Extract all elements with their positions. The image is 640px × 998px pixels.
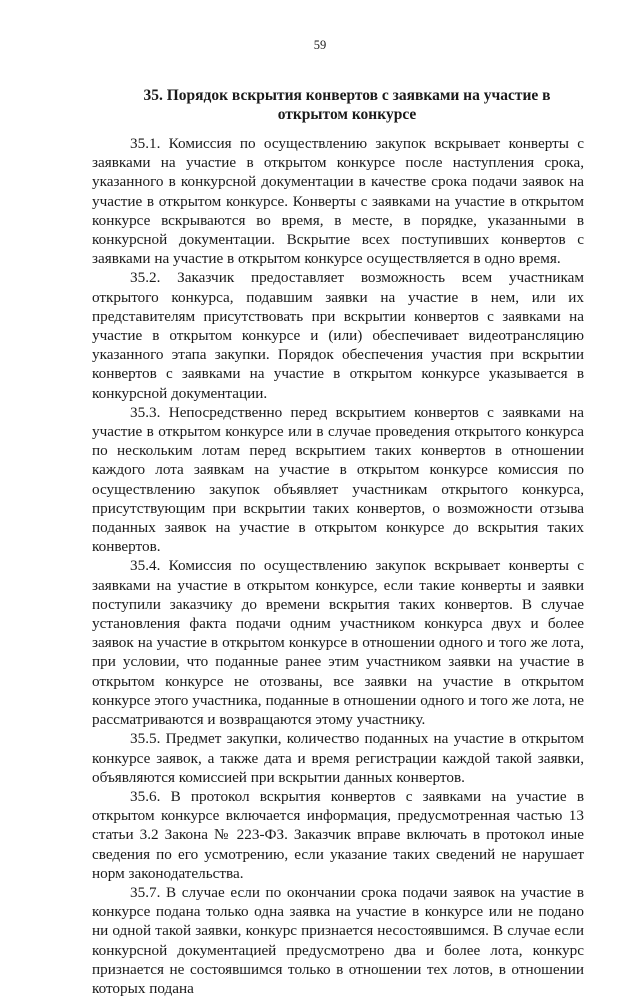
paragraph-35-2: 35.2. Заказчик предоставляет возможность всем участникам открытого конкурса, подавшим заявки на участие в нем, или их представителям присутствовать при вскрытии конвертов с заявками на участие в открытом конкурсе и (или) обеспечивает видеотрансляцию указанного этапа закупки. Порядок обеспечения участия при вскрытии конвертов с заявками на участие в открытом конкурсе указывается в конкурсной документации. <box>92 269 584 402</box>
paragraph-35-6: 35.6. В протокол вскрытия конвертов с заявками на участие в открытом конкурсе включается информация, предусмотренная частью 13 статьи 3.2 Закона № 223-ФЗ. Заказчик вправе включать в протокол иные сведения по его усмотрению, если указание таких сведений не нарушает норм законодательства. <box>92 787 584 882</box>
paragraph-35-4: 35.4. Комиссия по осуществлению закупок вскрывает конверты с заявками на участие в открытом конкурсе, если такие конверты и заявки поступили заказчику до времени вскрытия таких конвертов. В случае установления факта подачи одним участником конкурса двух и более заявок на участие в открытом конкурсе в отношении одного и того же лота, при условии, что поданные ранее этим участником заявки на участие в открытом конкурсе не отозваны, все заявки на участие в открытом конкурсе этого участника, поданные в отношении одного и того же лота, не рассматриваются и возвращаются этому участнику. <box>92 557 584 729</box>
paragraph-35-1: 35.1. Комиссия по осуществлению закупок вскрывает конверты с заявками на участие в открытом конкурсе после наступления срока, указанного в конкурсной документации в качестве срока подачи заявок на участие в открытом конкурсе. Конверты с заявками на участие в открытом конкурсе вскрываются во время, в месте, в порядке, указанными в конкурсной документации. Вскрытие всех поступивших конвертов с заявками на участие в открытом конкурсе осуществляется в одно время. <box>92 135 584 268</box>
paragraph-35-7: 35.7. В случае если по окончании срока подачи заявок на участие в конкурсе подана только одна заявка на участие в конкурсе или не подано ни одной такой заявки, конкурс признается несостоявшимся. В случае если конкурсной документацией предусмотрено два и более лота, конкурс признается не состоявшимся только в отношении тех лотов, в отношении которых подана <box>92 883 584 997</box>
paragraph-35-5: 35.5. Предмет закупки, количество поданных на участие в открытом конкурсе заявок, а также дата и время регистрации каждой такой заявки, объявляются комиссией при вскрытии данных конвертов. <box>92 730 584 786</box>
page-number: 59 <box>313 38 327 52</box>
paragraph-35-3: 35.3. Непосредственно перед вскрытием конвертов с заявками на участие в открытом конкурсе или в случае проведения открытого конкурса по нескольким лотам перед вскрытием таких конвертов в отношении каждого лота заявкам на участие в открытом конкурсе комиссия по осуществлению закупок объявляет участникам открытого конкурса, присутствующим при вскрытии таких конвертов, о возможности отзыва поданных заявок на участие в открытом конкурсе до вскрытия таких конвертов. <box>92 403 584 556</box>
section-title: 35. Порядок вскрытия конвертов с заявками на участие в открытом конкурсе <box>143 87 551 123</box>
section-body <box>92 134 584 998</box>
